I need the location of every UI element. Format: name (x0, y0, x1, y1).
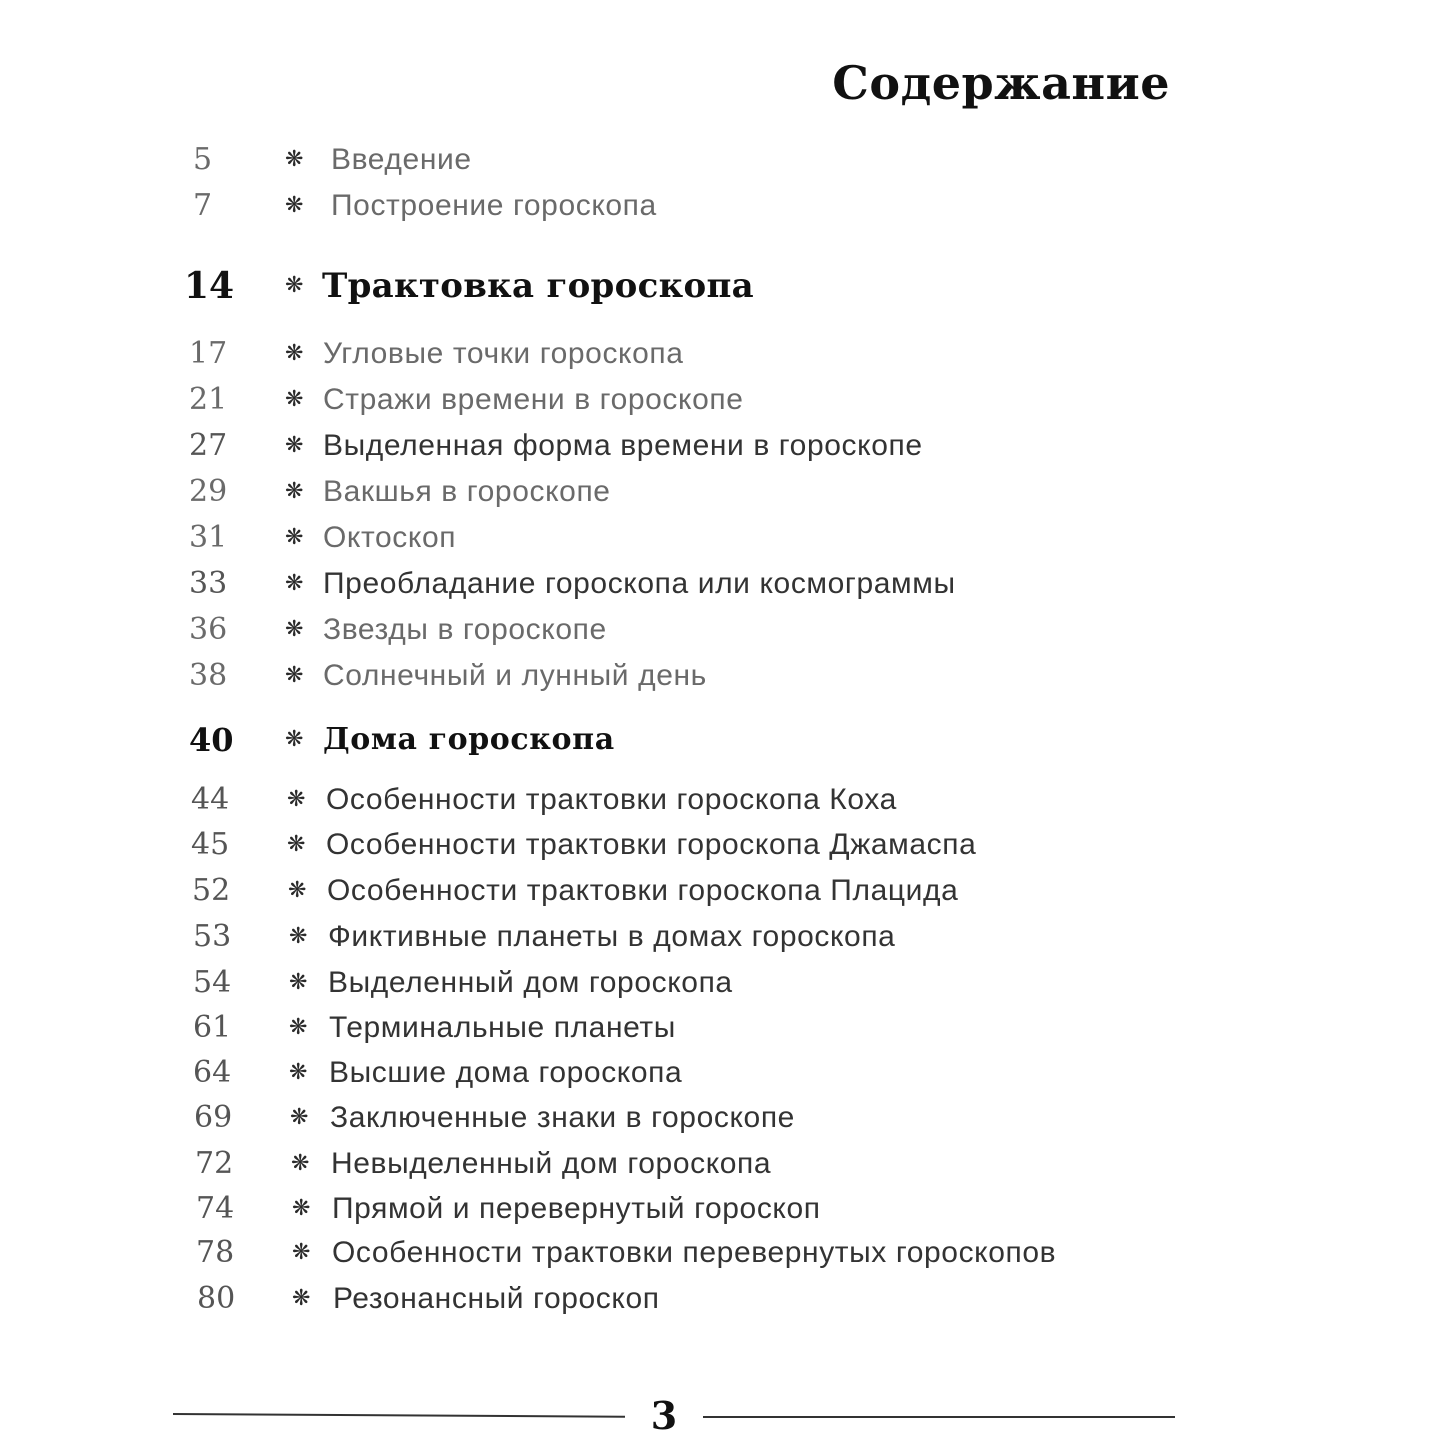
toc-page-number: 5 (193, 142, 213, 177)
asterisk-icon: ❋ (285, 571, 304, 596)
asterisk-icon: ❋ (292, 1286, 311, 1311)
toc-page-number: 61 (193, 1010, 232, 1045)
toc-page-number: 17 (189, 336, 228, 371)
asterisk-icon: ❋ (285, 341, 304, 366)
asterisk-icon: ❋ (285, 525, 304, 550)
toc-entry-title: Невыделенный дом гороскопа (331, 1147, 772, 1180)
asterisk-icon: ❋ (287, 832, 306, 857)
toc-page-number: 45 (191, 827, 230, 862)
toc-entry-title: Высшие дома гороскопа (329, 1056, 683, 1089)
toc-page-number: 40 (189, 721, 234, 759)
toc-entry-title: Дома гороскопа (323, 722, 615, 757)
asterisk-icon: ❋ (285, 617, 304, 642)
toc-entry-title: Прямой и перевернутый гороскоп (332, 1192, 821, 1225)
asterisk-icon: ❋ (285, 663, 304, 688)
toc-page-number: 36 (189, 612, 228, 647)
toc-page-number: 31 (189, 520, 228, 555)
asterisk-icon: ❋ (291, 1151, 310, 1176)
toc-entry-title: Преобладание гороскопа или космограммы (323, 567, 956, 600)
toc-entry-title: Введение (331, 143, 472, 176)
toc-page-number: 64 (193, 1055, 232, 1090)
asterisk-icon: ❋ (292, 1240, 311, 1265)
toc-entry-title: Резонансный гороскоп (333, 1282, 660, 1315)
asterisk-icon: ❋ (285, 387, 304, 412)
toc-page-number: 29 (189, 474, 228, 509)
toc-entry-title: Октоскоп (323, 521, 457, 554)
toc-entry-title: Особенности трактовки перевернутых гороскопов (332, 1236, 1057, 1269)
toc-entry-title: Вакшья в гороскопе (323, 475, 611, 508)
toc-page-number: 72 (195, 1146, 234, 1181)
asterisk-icon: ❋ (292, 1196, 311, 1221)
asterisk-icon: ❋ (285, 479, 304, 504)
asterisk-icon: ❋ (285, 147, 304, 172)
asterisk-icon: ❋ (288, 878, 307, 903)
asterisk-icon: ❋ (285, 193, 304, 218)
toc-page-number: 27 (189, 428, 228, 463)
toc-page-number: 54 (193, 965, 232, 1000)
asterisk-icon: ❋ (289, 1015, 308, 1040)
toc-page-number: 44 (191, 782, 230, 817)
toc-entry-title: Особенности трактовки гороскопа Джамаспа (326, 828, 977, 861)
toc-page-number: 69 (194, 1100, 233, 1135)
toc-entry-title: Особенности трактовки гороскопа Плацида (327, 874, 959, 907)
toc-page-number: 38 (189, 658, 228, 693)
toc-entry-title: Трактовка гороскопа (322, 266, 754, 306)
toc-page-number: 21 (189, 382, 228, 417)
toc-entry-title: Угловые точки гороскопа (323, 337, 684, 370)
toc-entry-title: Терминальные планеты (329, 1011, 676, 1044)
toc-entry-title: Построение гороскопа (331, 189, 657, 222)
toc-page-number: 53 (193, 919, 232, 954)
toc-page-number: 74 (196, 1191, 235, 1226)
page-title: Содержание (832, 56, 1170, 110)
page-number: 3 (650, 1393, 678, 1438)
toc-entry-title: Выделенная форма времени в гороскопе (323, 429, 923, 462)
asterisk-icon: ❋ (285, 273, 304, 298)
asterisk-icon: ❋ (287, 787, 306, 812)
toc-entry-title: Выделенный дом гороскопа (328, 966, 733, 999)
toc-page-number: 7 (193, 188, 213, 223)
toc-page-number: 78 (196, 1235, 235, 1270)
toc-entry-title: Стражи времени в гороскопе (323, 383, 744, 416)
asterisk-icon: ❋ (289, 924, 308, 949)
toc-entry-title: Особенности трактовки гороскопа Коха (326, 783, 897, 816)
toc-page-number: 33 (189, 566, 228, 601)
toc-page-number: 52 (192, 873, 231, 908)
asterisk-icon: ❋ (285, 433, 304, 458)
toc-page-number: 14 (184, 265, 235, 307)
asterisk-icon: ❋ (289, 1060, 308, 1085)
asterisk-icon: ❋ (289, 970, 308, 995)
toc-entry-title: Солнечный и лунный день (323, 659, 707, 692)
toc-entry-title: Фиктивные планеты в домах гороскопа (328, 920, 896, 953)
toc-entry-title: Звезды в гороскопе (323, 613, 607, 646)
asterisk-icon: ❋ (290, 1105, 309, 1130)
toc-page-number: 80 (197, 1281, 236, 1316)
footer-rule-right (703, 1416, 1175, 1418)
toc-entry-title: Заключенные знаки в гороскопе (330, 1101, 795, 1134)
asterisk-icon: ❋ (285, 727, 304, 752)
